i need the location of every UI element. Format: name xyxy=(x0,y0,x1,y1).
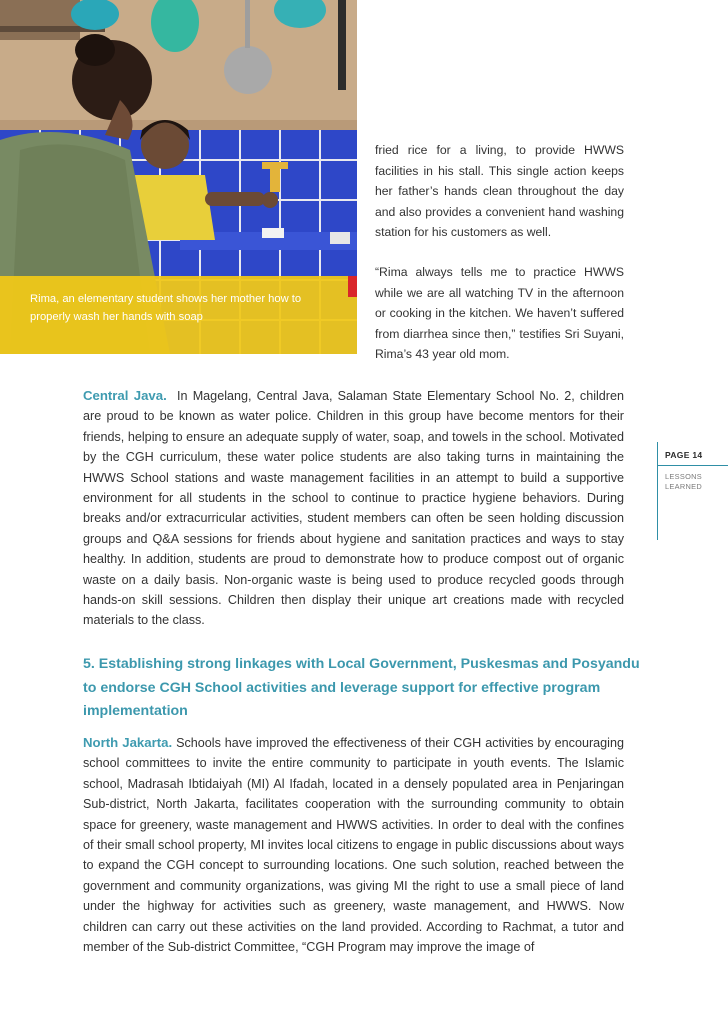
central-java-lead: Central Java. xyxy=(83,388,167,403)
right-column-text-2: “Rima always tells me to practice HWWS while we are all watching TV in the afternoon or cooking in the kitchen. We haven’t suffered from diarrhea since then,” testifies Sri Suyani, Rima’s 43 year old mom. xyxy=(375,265,624,362)
page-number: PAGE 14 xyxy=(665,450,703,460)
central-java-paragraph xyxy=(83,386,624,631)
section-label-line-2: LEARNED xyxy=(665,482,703,491)
section-label xyxy=(665,472,702,492)
section-5-heading: 5. Establishing strong linkages with Local Government, Puskesmas and Posyandu to endorse CGH School activities and leverage support for effective program implementation xyxy=(83,656,640,720)
central-java-text: In Magelang, Central Java, Salaman State Elementary School No. 2, children are proud to be known as water police. Children in this group have become mentors for their friends, helping to ensure an adequate supply of water, soap, and towels in the school. Motivated by the CGH curriculum, these water police students are also taking turns in maintaining the HWWS School stations and waste management facilities in an attempt to build a supportive environment for all students in the school to continue to practice hygiene behaviors. During breaks and/or extracurricular activities, student members can often be seen holding discussion groups and Q&A sessions for friends about hygiene and sanitation practices and ways to stay healthy. In addition, students are proud to demonstrate how to produce compost out of organic waste on a daily basis. Non-organic waste is being used to produce recycled goods through hands-on skill sessions. Children then display their unique art creations made with recycled materials to the class. xyxy=(83,389,624,628)
right-column-para-1 xyxy=(375,140,624,243)
north-jakarta-paragraph xyxy=(83,733,624,957)
right-column-para-2 xyxy=(375,262,624,365)
north-jakarta-lead: North Jakarta. xyxy=(83,735,173,750)
caption-accent-tab xyxy=(348,276,357,297)
section-label-line-1: LESSONS xyxy=(665,472,703,481)
photo-caption: Rima, an elementary student shows her mother how to properly wash her hands with soap xyxy=(30,293,302,323)
right-column-text-1: fried rice for a living, to provide HWWS facilities in his stall. This single action keeps her father’s hands clean throughout the day and also provides a convenient hand washing station for his customers as well. xyxy=(375,143,624,240)
north-jakarta-text: Schools have improved the effectiveness of their CGH activities by encouraging school committees to invite the entire community to participate in youth events. The Islamic school, Madrasah Ibtidaiyah (MI) Al Ifadah, located in a densely populated area in Penjaringan Sub-district, North Jakarta, facilitates cooperation with the surrounding community to obtain space for greenery, waste management and HWWS activities. In order to deal with the confines of their small school property, MI invites local citizens to engage in public discussions about ways to expand the CGH concept to surrounding locations. One such solution, reached between the government and community organizations, was giving MI the right to use a small piece of land under the highway for activities such as greenery, waste management, and HWWS. Now children can carry out these activities on the land provided. According to Rachmat, a tutor and member of the Sub-district Committee, “CGH Program may improve the image of xyxy=(83,736,624,955)
side-tab-divider xyxy=(657,465,728,466)
